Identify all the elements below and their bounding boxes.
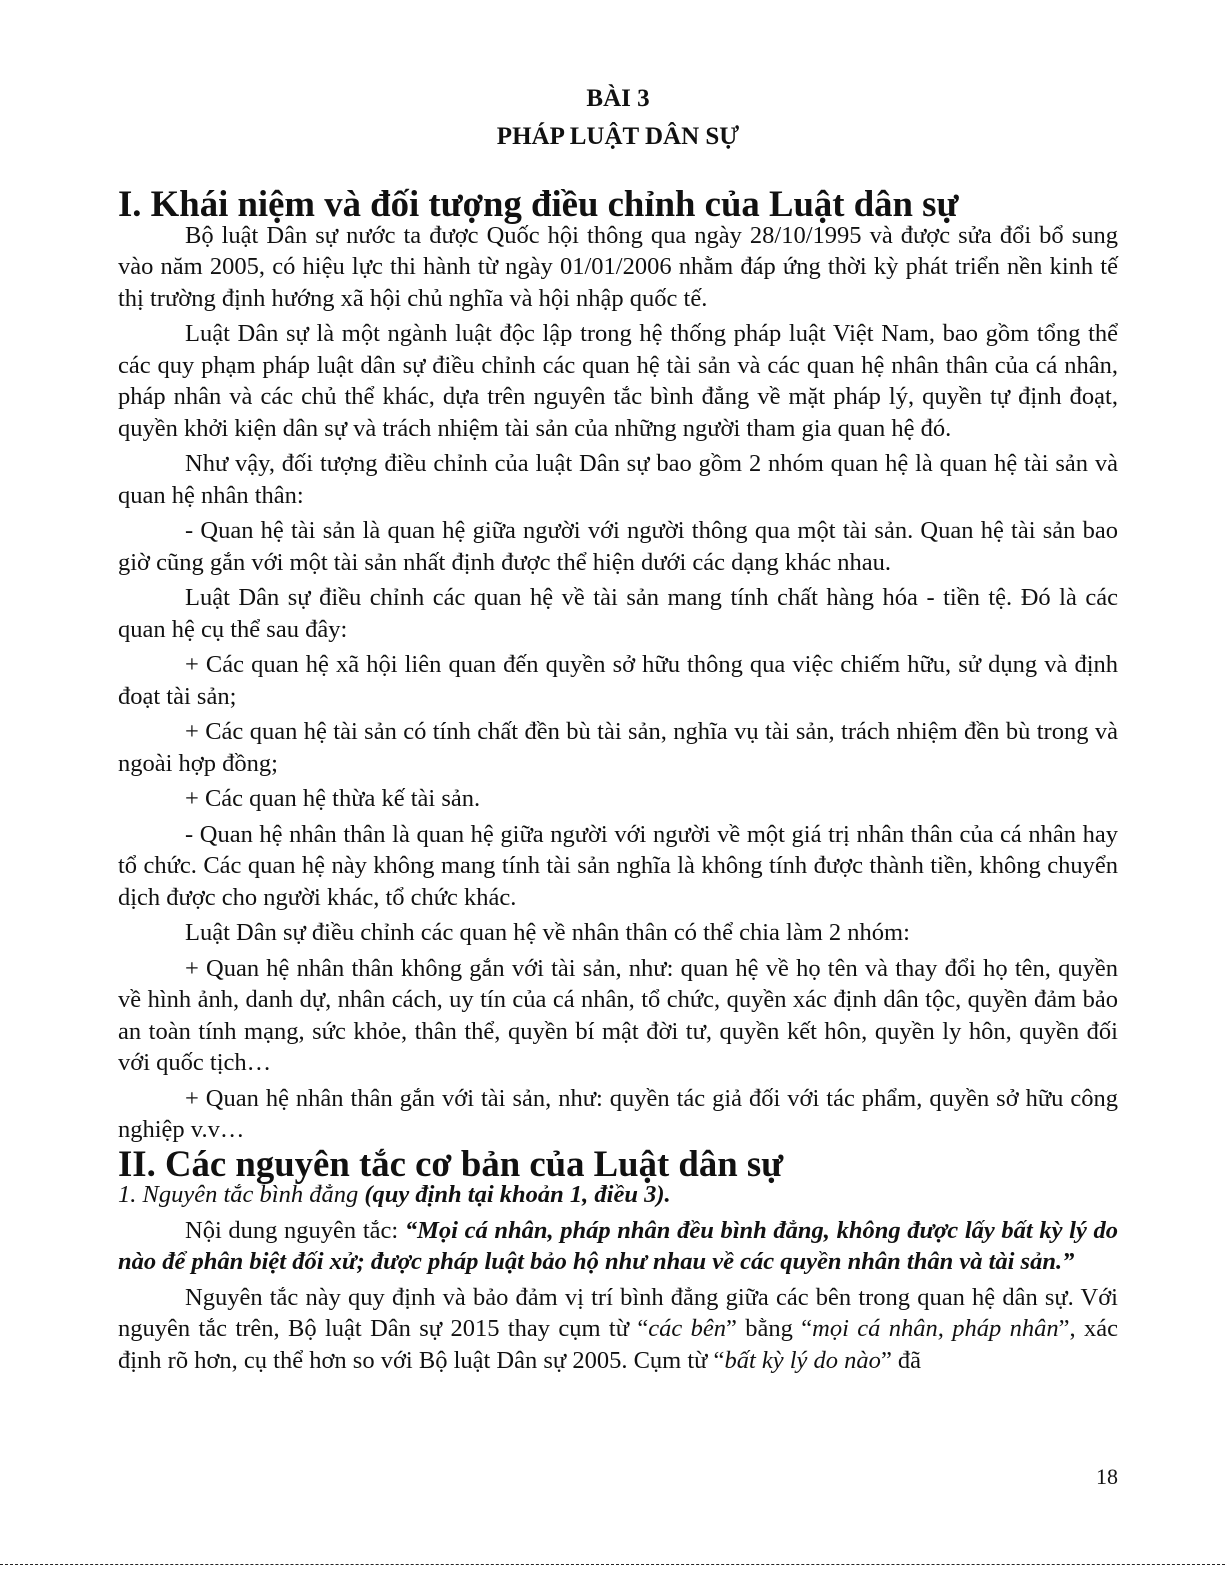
paragraph: Luật Dân sự là một ngành luật độc lập trong hệ thống pháp luật Việt Nam, bao gồm tổng thể các quy phạm pháp luật dân sự điều chỉnh các quan hệ tài sản và các quan hệ nhân thân của cá nhân, pháp nhân và các chủ thể khác, dựa trên nguyên tắc bình đẳng về mặt pháp lý, quyền tự định đoạt, quyền khởi kiện dân sự và trách nhiệm tài sản của những người tham gia quan hệ đó. (118, 320, 1118, 442)
explanation-text: ” đã (880, 1346, 922, 1374)
explanation-italic: bất kỳ lý do nào (724, 1346, 881, 1374)
list-item: + Quan hệ nhân thân gắn với tài sản, như: quyền tác giả đối với tác phẩm, quyền sở hữu công nghiệp v.v… (118, 1084, 1118, 1143)
list-item: + Các quan hệ thừa kế tài sản. (185, 785, 481, 812)
paragraph: Luật Dân sự điều chỉnh các quan hệ về tài sản mang tính chất hàng hóa - tiền tệ. Đó là các quan hệ cụ thể sau đây: (118, 584, 1118, 643)
page-number: 18 (1096, 1464, 1118, 1489)
content-intro: Nội dung nguyên tắc: (185, 1216, 405, 1244)
paragraph: Bộ luật Dân sự nước ta được Quốc hội thông qua ngày 28/10/1995 và được sửa đổi bổ sung vào năm 2005, có hiệu lực thi hành từ ngày 01/01/2006 nhằm đáp ứng thời kỳ phát triển nền kinh tế thị trường định hướng xã hội chủ nghĩa và hội nhập quốc tế. (118, 221, 1118, 312)
content-quote: “Mọi cá nhân, pháp nhân đều bình đẳng, không được lấy bất kỳ lý do nào để phân biệt đối xử; được pháp luật bảo hộ như nhau về các quyền nhân thân và tài sản.” (118, 1216, 1118, 1275)
list-item: + Quan hệ nhân thân không gắn với tài sản, như: quan hệ về họ tên và thay đổi họ tên, quyền về hình ảnh, danh dự, nhân cách, uy tín của cá nhân, tổ chức, quyền xác định dân tộc, quyền đảm bảo an toàn tính mạng, sức khỏe, thân thể, quyền bí mật đời tư, quyền kết hôn, quyền ly hôn, quyền đối với quốc tịch… (118, 954, 1118, 1076)
paragraph: - Quan hệ tài sản là quan hệ giữa người với người thông qua một tài sản. Quan hệ tài sản bao giờ cũng gắn với một tài sản nhất định được thể hiện dưới các dạng khác nhau. (118, 517, 1118, 576)
explanation-italic: các bên (648, 1315, 727, 1342)
explanation-italic: mọi cá nhân, pháp nhân (812, 1315, 1059, 1342)
explanation-text: ”, xác định rõ hơn, cụ thể hơn so với Bộ luật Dân sự 2005. Cụm từ “ (118, 1315, 1119, 1374)
section-1-heading: I. Khái niệm và đối tượng điều chỉnh của Luật dân sự (118, 183, 959, 224)
footer-divider (0, 1564, 1225, 1565)
principle-explanation (118, 1282, 1118, 1377)
section-2-heading: II. Các nguyên tắc cơ bản của Luật dân sự (118, 1142, 784, 1184)
list-item: + Các quan hệ tài sản có tính chất đền bù tài sản, nghĩa vụ tài sản, trách nhiệm đền bù trong và ngoài hợp đồng; (118, 718, 1118, 777)
paragraph: Như vậy, đối tượng điều chỉnh của luật Dân sự bao gồm 2 nhóm quan hệ là quan hệ tài sản và quan hệ nhân thân: (118, 450, 1118, 509)
principle-1-label: 1. Nguyên tắc bình đẳng (118, 1181, 359, 1208)
lesson-number: BÀI 3 (586, 85, 650, 112)
list-item: + Các quan hệ xã hội liên quan đến quyền sở hữu thông qua việc chiếm hữu, sử dụng và định đoạt tài sản; (118, 651, 1118, 710)
paragraph: Luật Dân sự điều chỉnh các quan hệ về nhân thân có thể chia làm 2 nhóm: (185, 919, 910, 946)
paragraph: - Quan hệ nhân thân là quan hệ giữa người với người về một giá trị nhân thân của cá nhân hay tổ chức. Các quan hệ này không mang tính tài sản nghĩa là không tính được thành tiền, không chuyển dịch được cho người khác, tổ chức khác. (118, 820, 1118, 911)
document-page (118, 80, 1118, 1380)
explanation-text: Nguyên tắc này quy định và bảo đảm vị trí bình đẳng giữa các bên trong quan hệ dân sự. Với nguyên tắc trên, Bộ luật Dân sự 2015 thay cụm từ “ (118, 1283, 1118, 1342)
explanation-text: ” bằng “ (726, 1315, 813, 1342)
principle-1-heading (118, 1179, 1118, 1211)
lesson-title: PHÁP LUẬT DÂN SỰ (496, 123, 740, 150)
principle-content (118, 1215, 1118, 1278)
principle-1-reference: (quy định tại khoản 1, điều 3). (364, 1181, 671, 1208)
